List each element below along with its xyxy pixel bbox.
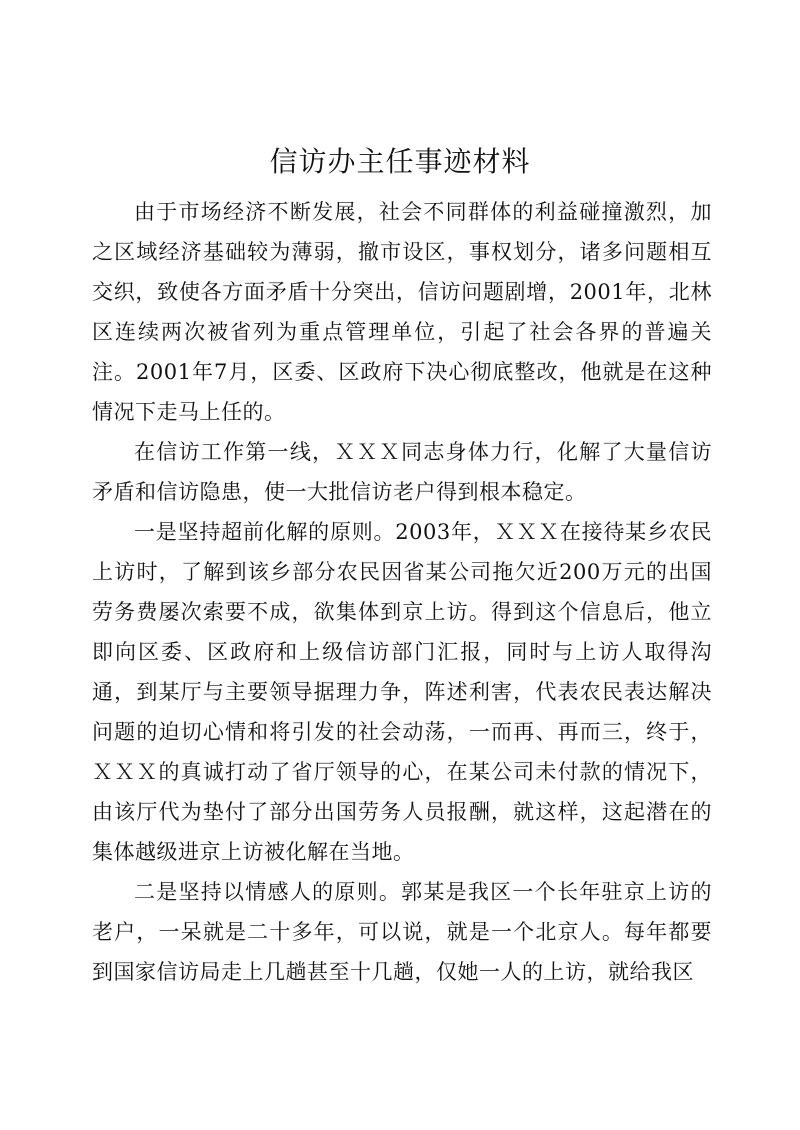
document-title: 信访办主任事迹材料: [269, 145, 531, 178]
paragraph-principle-one: 一是坚持超前化解的原则。2003年，ＸＸＸ在接待某乡农民上访时，了解到该乡部分农民因省某公司拖欠近200万元的出国劳务费屡次索要不成，欲集体到京上访。得到这个信息后，他立即向区委、区政府和上级信访部门汇报，同时与上访人取得沟通，到某厅与主要领导据理力争，阵述利害，代表农民表达解决问题的迫切心情和将引发的社会动荡，一而再、再而三，终于，ＸＸＸ的真诚打动了省厅领导的心，在某公司未付款的情况下，由该厅代为垫付了部分出国劳务人员报酬，就这样，这起潜在的集体越级进京上访被化解在当地。: [92, 520, 712, 864]
paragraph-intro: 由于市场经济不断发展，社会不同群体的利益碰撞激烈，加之区域经济基础较为薄弱，撤市设区，事权划分，诸多问题相互交织，致使各方面矛盾十分突出，信访问题剧增，2001年，北林区连续两次被省列为重点管理单位，引起了社会各界的普遍关注。2001年7月，区委、区政府下决心彻底整改，他就是在这种情况下走马上任的。: [92, 200, 712, 424]
document-body: [92, 192, 712, 992]
paragraph-summary: 在信访工作第一线，ＸＸＸ同志身体力行，化解了大量信访矛盾和信访隐患，使一大批信访老户得到根本稳定。: [92, 440, 712, 504]
paragraph-principle-two: 二是坚持以情感人的原则。郭某是我区一个长年驻京上访的老户，一呆就是二十多年，可以说，就是一个北京人。每年都要到国家信访局走上几趟甚至十几趟，仅她一人的上访，就给我区: [92, 880, 712, 984]
